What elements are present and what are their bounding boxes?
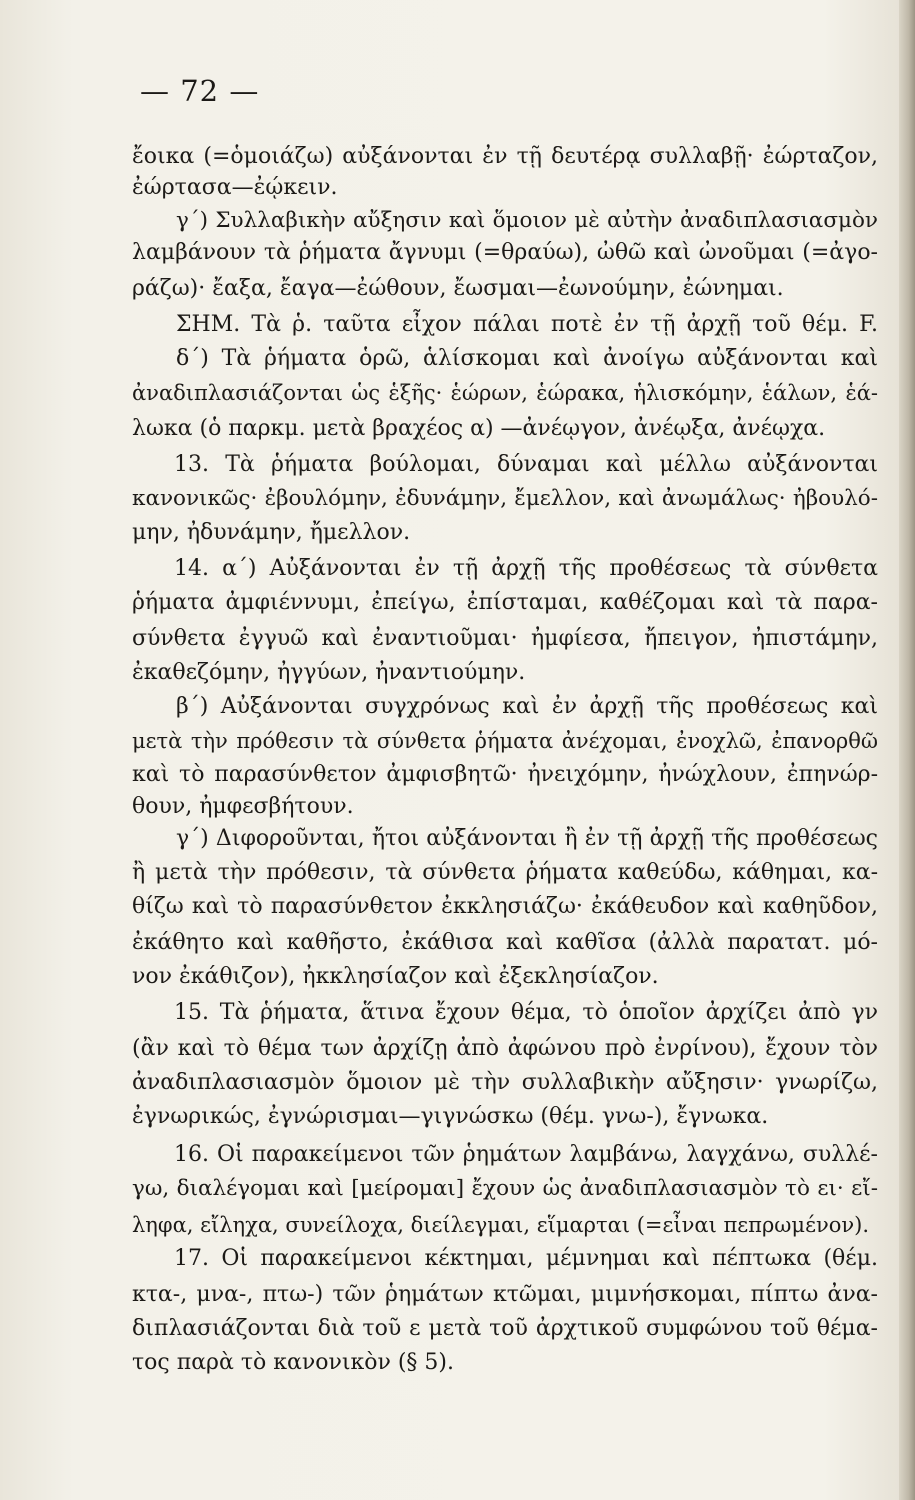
text-line: ῥήματα ἀμφιέννυμι, ἐπείγω, ἐπίσταμαι, καθέζομαι καὶ τὰ παρα- bbox=[132, 590, 878, 615]
text-line: δ΄) Τὰ ῥήματα ὁρῶ, ἁλίσκομαι καὶ ἀνοίγω αὐξάνονται καὶ bbox=[176, 346, 878, 371]
text-line: λαμβάνουν τὰ ῥήματα ἄγνυμι (=θραύω), ὠθῶ καὶ ὠνοῦμαι (=ἀγο- bbox=[132, 240, 878, 265]
text-line: (ἂν καὶ τὸ θέμα των ἀρχίζῃ ἀπὸ ἀφώνου πρὸ ἐνρίνου), ἔχουν τὸν bbox=[132, 1036, 878, 1061]
text-line: καὶ τὸ παρασύνθετον ἀμφισβητῶ· ἠνειχόμην, ἠνώχλουν, ἐπηνώρ- bbox=[132, 762, 878, 787]
text-line: ἐώρτασα—ἐῴκειν. bbox=[132, 175, 338, 200]
text-line: μετὰ τὴν πρόθεσιν τὰ σύνθετα ῥήματα ἀνέχομαι, ἐνοχλῶ, ἐπανορθῶ bbox=[132, 729, 878, 753]
text-line: ληφα, εἴληχα, συνείλοχα, διείλεγμαι, εἵμαρται (=εἶναι πεπρωμένον). bbox=[132, 1213, 869, 1237]
text-line: θουν, ἠμφεσβήτουν. bbox=[132, 794, 354, 819]
text-line: ἀναδιπλασιάζονται ὡς ἑξῆς· ἑώρων, ἑώρακα, ἡλισκόμην, ἑάλων, ἑά- bbox=[132, 381, 878, 405]
text-line: β΄) Αὐξάνονται συγχρόνως καὶ ἐν ἀρχῇ τῆς προθέσεως καὶ bbox=[176, 694, 878, 719]
text-line: θίζω καὶ τὸ παρασύνθετον ἐκκλησιάζω· ἐκάθευδον καὶ καθηῦδον, bbox=[132, 894, 878, 919]
text-line: γ΄) Διφοροῦνται, ἤτοι αὐξάνονται ἢ ἐν τῇ ἀρχῇ τῆς προθέσεως bbox=[176, 826, 878, 851]
text-line: 13. Τὰ ῥήματα βούλομαι, δύναμαι καὶ μέλλω αὐξάνονται bbox=[174, 452, 878, 477]
text-line: 14. α΄) Αὐξάνονται ἐν τῇ ἀρχῇ τῆς προθέσεως τὰ σύνθετα bbox=[174, 556, 878, 581]
text-line: ἐγνωρικώς, ἐγνώρισμαι—γιγνώσκω (θέμ. γνω-), ἔγνωκα. bbox=[132, 1104, 769, 1129]
page-number: — 72 — bbox=[140, 74, 260, 108]
page-edge-shadow bbox=[899, 0, 915, 1500]
text-line: 15. Τὰ ῥήματα, ἅτινα ἔχουν θέμα, τὸ ὁποῖον ἀρχίζει ἀπὸ γν bbox=[174, 1000, 878, 1025]
text-line: 16. Οἱ παρακείμενοι τῶν ῥημάτων λαμβάνω, λαγχάνω, συλλέ- bbox=[174, 1142, 878, 1167]
text-line: ἔοικα (=ὁμοιάζω) αὐξάνονται ἐν τῇ δευτέρᾳ συλλαβῇ· ἐώρταζον, bbox=[132, 144, 878, 169]
text-line: νον ἐκάθιζον), ἠκκλησίαζον καὶ ἐξεκλησίαζον. bbox=[132, 964, 659, 989]
text-line: μην, ἠδυνάμην, ἤμελλον. bbox=[132, 520, 411, 545]
text-line: ἢ μετὰ τὴν πρόθεσιν, τὰ σύνθετα ῥήματα καθεύδω, κάθημαι, κα- bbox=[132, 860, 878, 885]
text-line: κτα-, μνα-, πτω-) τῶν ῥημάτων κτῶμαι, μιμνήσκομαι, πίπτω ἀνα- bbox=[132, 1282, 878, 1307]
text-line: ἐκαθεζόμην, ἠγγύων, ἠναντιούμην. bbox=[132, 660, 526, 685]
text-line: γ΄) Συλλαβικὴν αὔξησιν καὶ ὅμοιον μὲ αὐτὴν ἀναδιπλασιασμὸν bbox=[176, 208, 878, 233]
text-line: κανονικῶς· ἐβουλόμην, ἐδυνάμην, ἔμελλον, καὶ ἀνωμάλως· ἠβουλό- bbox=[132, 486, 878, 511]
text-line: ΣΗΜ. Τὰ ῥ. ταῦτα εἶχον πάλαι ποτὲ ἐν τῇ ἀρχῇ τοῦ θέμ. F. bbox=[176, 312, 878, 337]
text-line: ράζω)· ἔαξα, ἔαγα—ἐώθουν, ἔωσμαι—ἐωνούμην, ἐώνημαι. bbox=[132, 276, 784, 301]
text-line: 17. Οἱ παρακείμενοι κέκτημαι, μέμνημαι καὶ πέπτωκα (θέμ. bbox=[174, 1246, 878, 1271]
text-line: διπλασιάζονται διὰ τοῦ ε μετὰ τοῦ ἀρχτικοῦ συμφώνου τοῦ θέμα- bbox=[132, 1316, 878, 1341]
text-line: λωκα (ὁ παρκμ. μετὰ βραχέος α) —ἀνέῳγον, ἀνέῳξα, ἀνέῳχα. bbox=[132, 416, 826, 441]
text-line: ἀναδιπλασιασμὸν ὅμοιον μὲ τὴν συλλαβικὴν αὔξησιν· γνωρίζω, bbox=[132, 1070, 878, 1095]
text-line: τος παρὰ τὸ κανονικὸν (§ 5). bbox=[132, 1350, 454, 1375]
text-line: γω, διαλέγομαι καὶ [μείρομαι] ἔχουν ὡς ἀναδιπλασιασμὸν τὸ ει· εἴ- bbox=[132, 1176, 878, 1201]
text-line: σύνθετα ἐγγυῶ καὶ ἐναντιοῦμαι· ἠμφίεσα, ἤπειγον, ἠπιστάμην, bbox=[132, 626, 878, 651]
text-line: ἐκάθητο καὶ καθῆστο, ἐκάθισα καὶ καθῖσα (ἀλλὰ παρατατ. μό- bbox=[132, 930, 878, 955]
